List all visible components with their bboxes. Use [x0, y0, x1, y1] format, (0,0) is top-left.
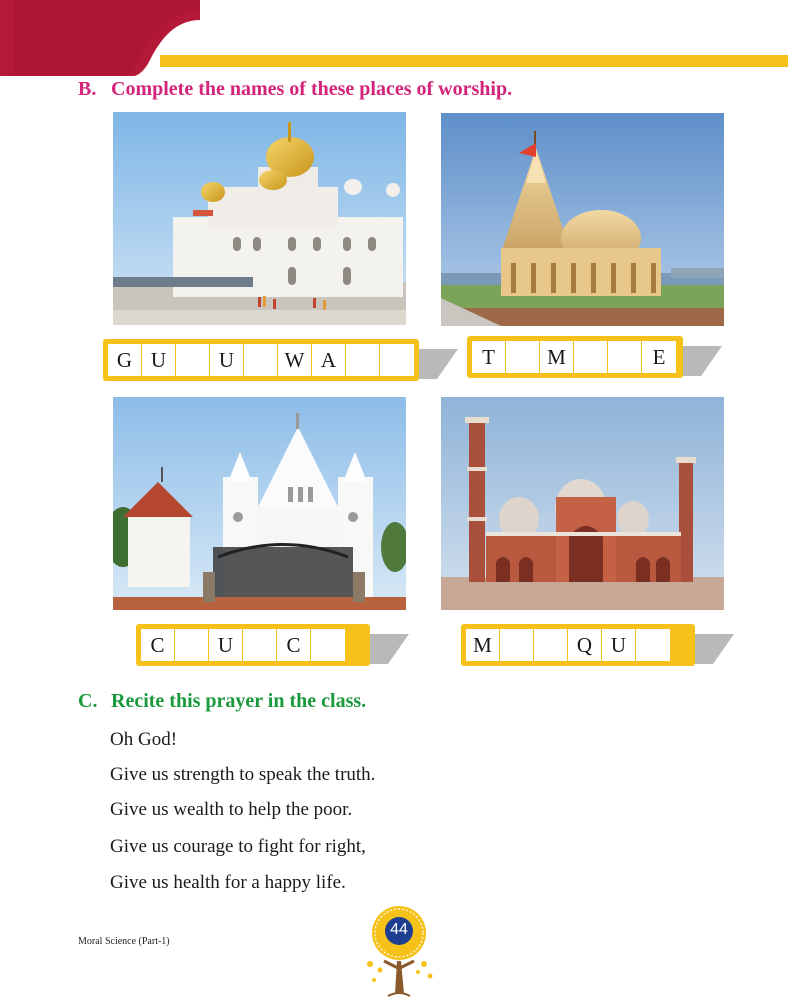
letter-cell[interactable]	[534, 629, 568, 661]
prayer-line: Give us wealth to help the poor.	[110, 799, 353, 820]
letter-cell[interactable]	[175, 629, 209, 661]
answer-row-temple	[467, 336, 683, 378]
letter-cells	[141, 629, 345, 661]
letter-cell[interactable]	[380, 344, 414, 376]
letter-cell[interactable]: U	[209, 629, 243, 661]
letter-cell[interactable]: M	[466, 629, 500, 661]
section-c-letter: C.	[78, 690, 98, 712]
letter-cell[interactable]: U	[210, 344, 244, 376]
letter-cell[interactable]: U	[142, 344, 176, 376]
letter-cell[interactable]: U	[602, 629, 636, 661]
prayer-line: Give us strength to speak the truth.	[110, 764, 376, 785]
section-b-heading	[78, 78, 512, 101]
gurudwara-photo	[113, 112, 406, 325]
letter-cell[interactable]	[636, 629, 670, 661]
letter-cell[interactable]: G	[108, 344, 142, 376]
answer-row-church	[136, 624, 370, 666]
header-yellow-bar	[160, 55, 788, 67]
letter-cell[interactable]	[608, 341, 642, 373]
book-title: Moral Science (Part-1)	[78, 936, 170, 947]
answer-row-gurudwara	[103, 339, 419, 381]
letter-cell[interactable]: Q	[568, 629, 602, 661]
letter-cell[interactable]	[500, 629, 534, 661]
letter-cell[interactable]	[574, 341, 608, 373]
letter-cell[interactable]	[176, 344, 210, 376]
letter-cells	[108, 344, 414, 376]
church-photo	[113, 397, 406, 610]
prayer-line: Give us health for a happy life.	[110, 872, 346, 893]
letter-cell[interactable]: M	[540, 341, 574, 373]
section-c-title: Recite this prayer in the class.	[111, 690, 367, 712]
letter-cell[interactable]	[506, 341, 540, 373]
letter-cell[interactable]: T	[472, 341, 506, 373]
letter-cell[interactable]: C	[277, 629, 311, 661]
page-number-tree	[362, 906, 438, 1005]
letter-cell[interactable]: A	[312, 344, 346, 376]
letter-cell[interactable]: W	[278, 344, 312, 376]
section-b-letter: B.	[78, 78, 97, 100]
prayer-line: Oh God!	[110, 729, 178, 750]
letter-cell[interactable]: C	[141, 629, 175, 661]
temple-photo	[441, 113, 724, 326]
letter-cell[interactable]: E	[652, 344, 666, 369]
prayer-line: Give us courage to fight for right,	[110, 836, 366, 857]
answer-row-mosque	[461, 624, 695, 666]
letter-cells	[472, 341, 676, 373]
letter-cell[interactable]	[244, 344, 278, 376]
letter-cells	[466, 629, 670, 661]
letter-cell[interactable]	[311, 629, 345, 661]
page-number: 44	[390, 921, 408, 938]
section-b-title: Complete the names of these places of worship.	[111, 78, 513, 100]
section-c-heading	[78, 690, 366, 713]
letter-cell[interactable]	[346, 344, 380, 376]
letter-cell[interactable]	[243, 629, 277, 661]
mosque-photo	[441, 397, 724, 610]
